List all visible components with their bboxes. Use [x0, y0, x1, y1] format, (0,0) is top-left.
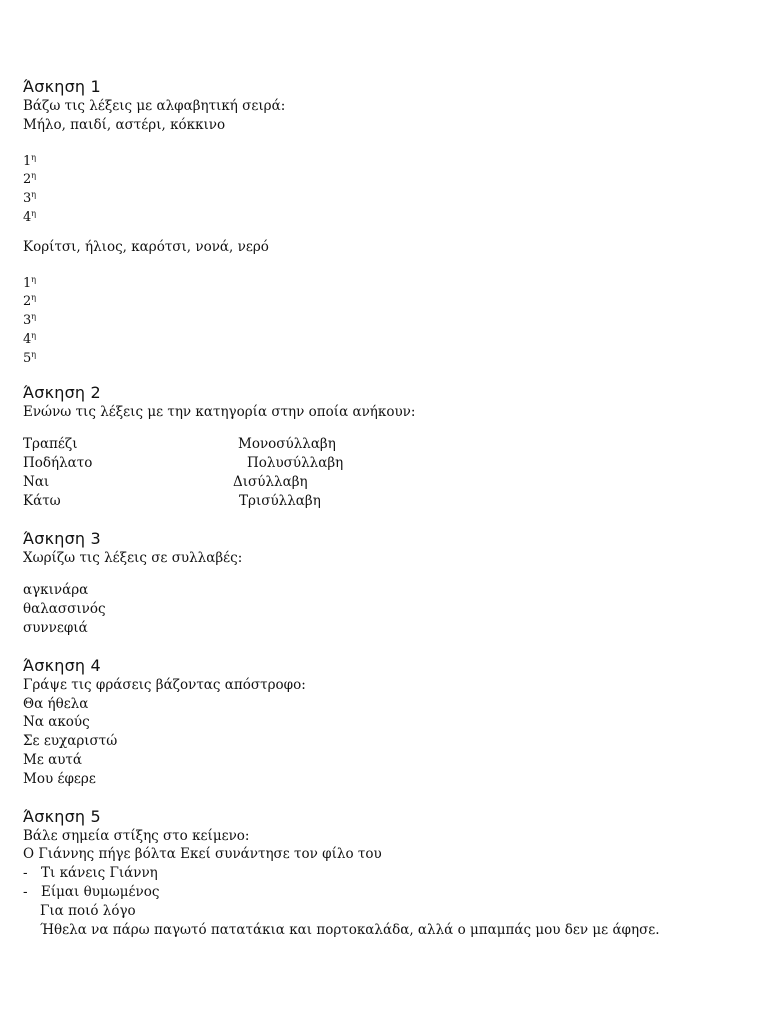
match-word[interactable]: Ποδήλατο	[23, 455, 93, 472]
syllable-word: θαλασσινός	[23, 601, 106, 618]
matching-row	[23, 473, 743, 492]
exercise-2-matching-table	[23, 435, 743, 510]
match-category[interactable]: Μονοσύλλαβη	[238, 436, 336, 453]
phrase-item: Θα ήθελα	[23, 695, 89, 712]
match-category[interactable]: Τρισύλλαβη	[239, 492, 321, 509]
exercise-5-title: Άσκηση 5	[23, 806, 101, 826]
syllable-word: αγκινάρα	[23, 582, 89, 599]
exercise-1-word-group-2: Κορίτσι, ήλιος, καρότσι, νονά, νερό	[23, 238, 269, 255]
punctuation-text-line: Ήθελα να πάρω παγωτό πατατάκια και πορτοκαλάδα, αλλά ο μπαμπάς μου δεν με άφησε.	[40, 921, 660, 938]
answer-slot[interactable]: $3^\eta$	[23, 312, 37, 329]
dialogue-dash: -	[23, 883, 28, 900]
dialogue-text: Είμαι θυμωμένος	[41, 883, 160, 900]
matching-row	[23, 454, 743, 473]
answer-slot[interactable]: $5^\eta$	[23, 349, 37, 366]
punctuation-text-line: Για ποιό λόγο	[40, 902, 136, 919]
exercise-4-title: Άσκηση 4	[23, 655, 101, 675]
dialogue-dash: -	[23, 865, 28, 882]
exercise-1-instruction: Βάζω τις λέξεις με αλφαβητική σειρά:	[23, 98, 286, 114]
exercise-2-title: Άσκηση 2	[23, 382, 101, 402]
answer-slot[interactable]: $2^\eta$	[23, 293, 37, 310]
answer-slot[interactable]: $4^\eta$	[23, 208, 37, 225]
match-category[interactable]: Πολυσύλλαβη	[247, 455, 344, 472]
answer-slot[interactable]: $1^\eta$	[23, 152, 37, 169]
answer-slot[interactable]: $2^\eta$	[23, 171, 37, 188]
match-word[interactable]: Τραπέζι	[23, 436, 78, 453]
dialogue-line	[23, 864, 743, 883]
worksheet-page	[23, 73, 743, 939]
exercise-2-instruction: Ενώνω τις λέξεις με την κατηγορία στην οποία ανήκουν:	[23, 403, 416, 420]
match-word[interactable]: Ναι	[23, 473, 50, 490]
syllable-word: συννεφιά	[23, 619, 88, 636]
match-category[interactable]: Δισύλλαβη	[233, 473, 308, 490]
dialogue-text: Τι κάνεις Γιάννη	[41, 865, 158, 882]
answer-slot[interactable]: $4^\eta$	[23, 330, 37, 347]
matching-row	[23, 435, 743, 454]
exercise-1-answer-slots-1	[23, 149, 743, 224]
exercise-1-answer-slots-2	[23, 271, 743, 365]
phrase-item: Να ακούς	[23, 714, 90, 731]
punctuation-text-line: Ο Γιάννης πήγε βόλτα Εκεί συνάντησε τον φίλο του	[23, 846, 382, 863]
phrase-item: Μου έφερε	[23, 770, 96, 787]
matching-row	[23, 492, 743, 511]
phrase-item: Με αυτά	[23, 751, 83, 768]
exercise-4-instruction: Γράψε τις φράσεις βάζοντας απόστροφο:	[23, 676, 306, 693]
exercise-1-title: Άσκηση 1	[23, 77, 101, 96]
dialogue-line	[23, 883, 743, 902]
match-word[interactable]: Κάτω	[23, 492, 61, 509]
exercise-3-title: Άσκηση 3	[23, 528, 101, 548]
exercise-1-word-group-1: Μήλο, παιδί, αστέρι, κόκκινο	[23, 116, 226, 133]
phrase-item: Σε ευχαριστώ	[23, 733, 118, 750]
answer-slot[interactable]: $3^\eta$	[23, 190, 37, 207]
answer-slot[interactable]: $1^\eta$	[23, 274, 37, 291]
exercise-5-instruction: Βάλε σημεία στίξης στο κείμενο:	[23, 827, 250, 844]
exercise-3-instruction: Χωρίζω τις λέξεις σε συλλαβές:	[23, 549, 243, 566]
